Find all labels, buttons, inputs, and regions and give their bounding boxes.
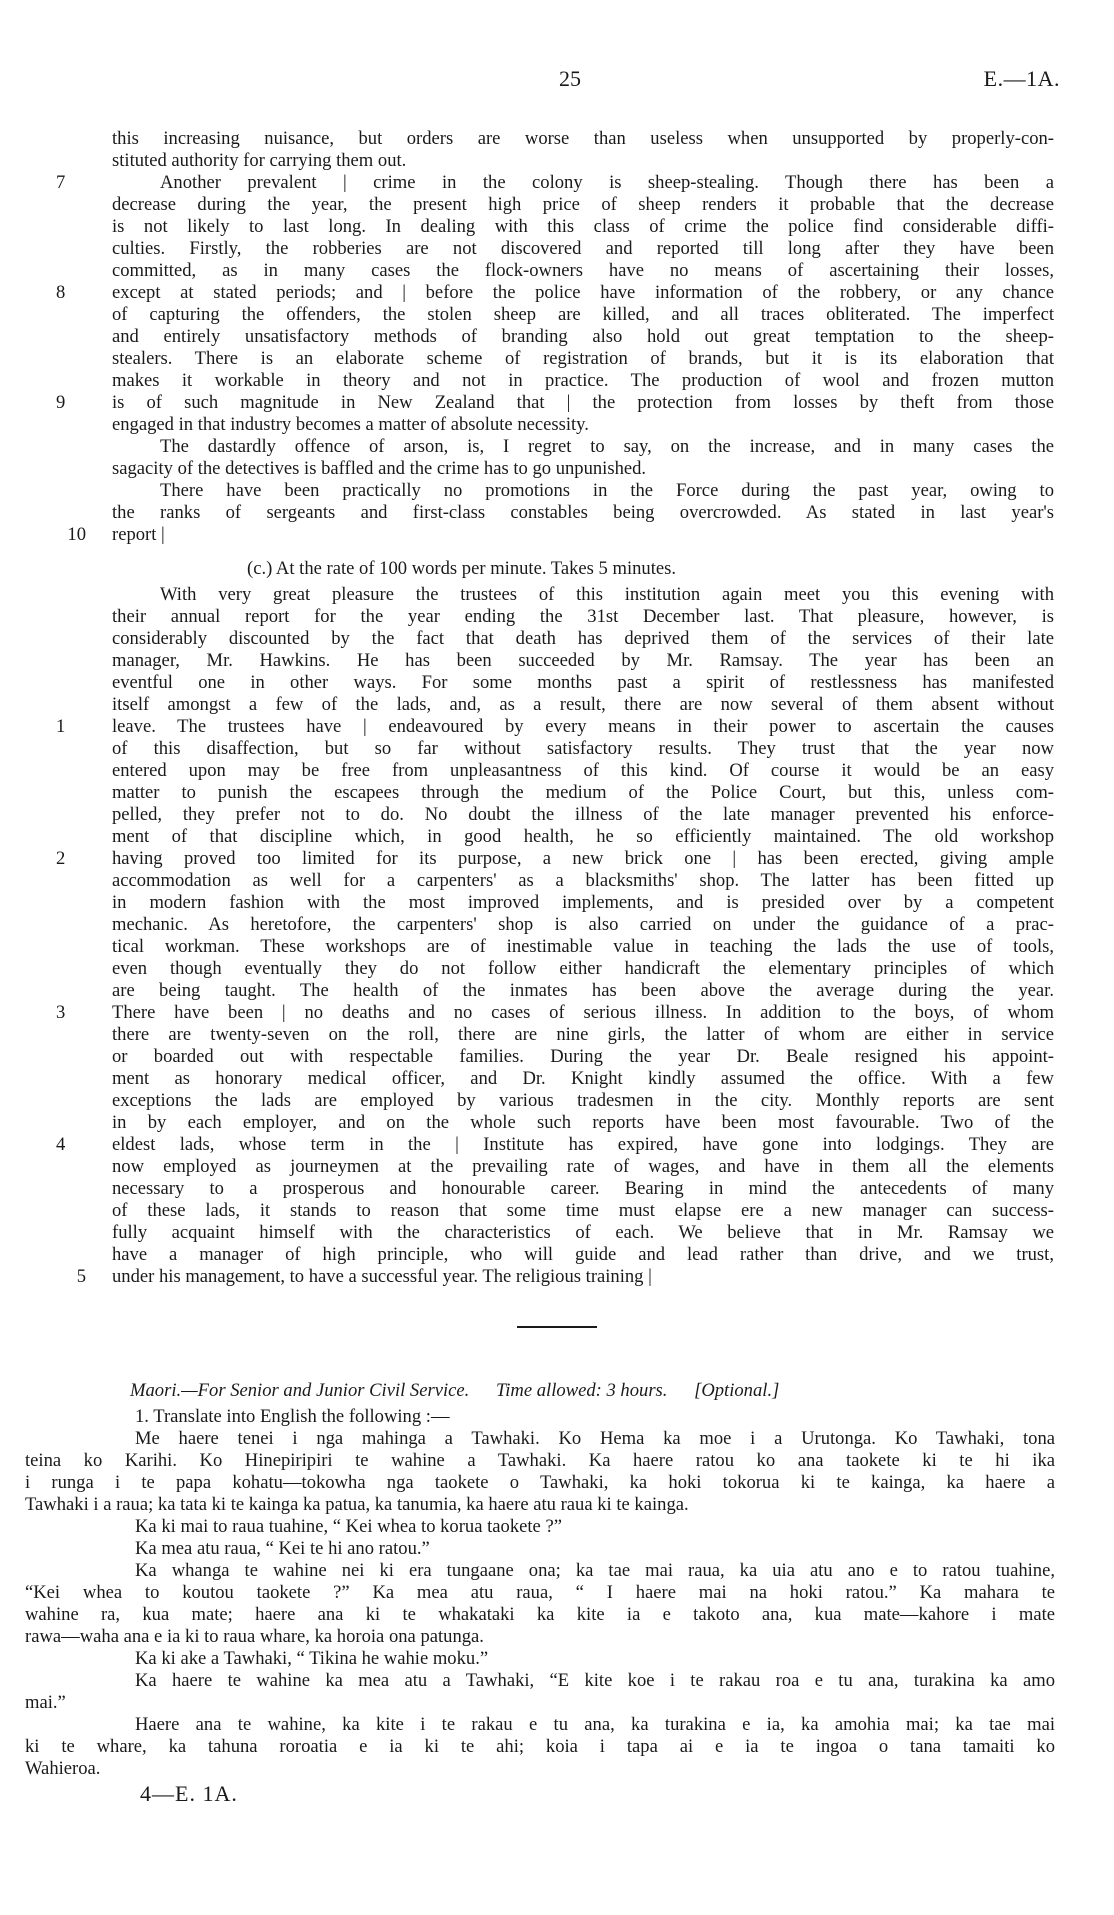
line-text: wahine ra, kua mate; haere ana ki te whakataki ka kite ia e takoto ana, kua mate—kahore i mate	[25, 1604, 1055, 1625]
text-line	[112, 1046, 1054, 1068]
text-line	[112, 782, 1054, 804]
line-marker-number: 2	[56, 848, 66, 869]
text-line	[67, 524, 1054, 546]
line-marker-number: 5	[76, 1266, 86, 1287]
line-text: sagacity of the detectives is baffled and the crime has to go unpunished.	[112, 458, 647, 479]
line-text: teina ko Karihi. Ko Hinepiripiri te wahine a Tawhaki. Ka haere ratou ko ana taokete ki te hi ika	[25, 1450, 1055, 1471]
text-line	[112, 584, 1054, 606]
text-line	[25, 1736, 1055, 1758]
text-line	[112, 260, 1054, 282]
line-marker-number: 8	[56, 282, 66, 303]
line-text: ment as honorary medical officer, and Dr. Knight kindly assumed the office. With a few	[112, 1068, 1054, 1089]
line-text: except at stated periods; and | before the police have information of the robbery, or any chance	[112, 282, 1054, 303]
text-line	[112, 870, 1054, 892]
line-text: Another prevalent | crime in the colony is sheep-stealing. Though there has been a	[160, 172, 1054, 193]
line-text: i runga i te papa kohatu—tokowha nga taokete o Tawhaki, ka hoki tokorua ki te kainga, ka haere a	[25, 1472, 1055, 1493]
text-line	[112, 1178, 1054, 1200]
line-marker-number: 4	[56, 1134, 66, 1155]
text-line	[112, 980, 1054, 1002]
text-line	[112, 1090, 1054, 1112]
line-text: leave. The trustees have | endeavoured by every means in their power to ascertain the causes	[112, 716, 1054, 737]
text-line	[112, 194, 1054, 216]
text-line	[112, 348, 1054, 370]
text-line	[112, 650, 1054, 672]
maori-text	[25, 1406, 1055, 1780]
line-text: 1. Translate into English the following :—	[135, 1406, 450, 1427]
line-text: there are twenty-seven on the roll, there are nine girls, the latter of whom are either in service	[112, 1024, 1054, 1045]
text-line	[25, 1516, 1055, 1538]
text-line	[112, 238, 1054, 260]
text-line	[25, 1494, 1055, 1516]
line-text: Ka haere te wahine ka mea atu a Tawhaki, “E kite koe i te rakau roa e tu ana, turakina ka amo	[135, 1670, 1055, 1691]
line-text: Ka mea atu raua, “ Kei te hi ano ratou.”	[135, 1538, 430, 1559]
maori-section	[25, 1380, 1055, 1805]
text-line	[112, 326, 1054, 348]
text-line	[25, 1560, 1055, 1582]
line-text: rawa—waha ana e ia ki to raua whare, ka horoia ona patunga.	[25, 1626, 484, 1647]
line-text: eldest lads, whose term in the | Institute has expired, have gone into lodgings. They are	[112, 1134, 1054, 1155]
maori-heading	[25, 1380, 1055, 1402]
text-line	[25, 1692, 1055, 1714]
line-text: manager, Mr. Hawkins. He has been succeeded by Mr. Ramsay. The year has been an	[112, 650, 1054, 671]
line-text: committed, as in many cases the flock-owners have no means of ascertaining their losses,	[112, 260, 1054, 281]
line-marker-number: 3	[56, 1002, 66, 1023]
line-text: mechanic. As heretofore, the carpenters' shop is also carried on under the guidance of a prac-	[112, 914, 1054, 935]
line-marker-number: 7	[56, 172, 66, 193]
text-line	[112, 436, 1054, 458]
text-line	[112, 1200, 1054, 1222]
line-text: of capturing the offenders, the stolen sheep are killed, and all traces obliterated. The imperfect	[112, 304, 1054, 325]
line-text: ki te whare, ka tahuna roroatia e ia ki te ahi; koia i tapa ai e ia te ingoa o tana tamaiti ko	[25, 1736, 1055, 1757]
line-text: engaged in that industry becomes a matter of absolute necessity.	[112, 414, 589, 435]
line-text: report |	[112, 524, 165, 545]
text-line	[25, 1472, 1055, 1494]
line-text: even though eventually they do not follow either handicraft the elementary principles of which	[112, 958, 1054, 979]
text-line	[112, 892, 1054, 914]
line-text: makes it workable in theory and not in practice. The production of wool and frozen mutton	[112, 370, 1054, 391]
text-line	[112, 606, 1054, 628]
section-c-text	[56, 584, 1054, 1288]
section-c-heading: (c.) At the rate of 100 words per minute. Takes 5 minutes.	[247, 558, 677, 579]
line-text: ment of that discipline which, in good health, he so efficiently maintained. The old workshop	[112, 826, 1054, 847]
text-line	[25, 1758, 1055, 1780]
line-text: There have been | no deaths and no cases of serious illness. In addition to the boys, of whom	[112, 1002, 1054, 1023]
text-line	[25, 1538, 1055, 1560]
text-line	[56, 716, 1054, 738]
document-code: E.—1A.	[983, 66, 1060, 91]
line-text: There have been practically no promotions in the Force during the past year, owing to	[160, 480, 1054, 501]
line-text: eventful one in other ways. For some months past a spirit of restlessness has manifested	[112, 672, 1054, 693]
text-line	[56, 172, 1054, 194]
text-line	[25, 1406, 1055, 1428]
text-line	[112, 738, 1054, 760]
text-line	[56, 1134, 1054, 1156]
text-line	[112, 1112, 1054, 1134]
text-line	[25, 1604, 1055, 1626]
text-line	[56, 1002, 1054, 1024]
line-text: their annual report for the year ending the 31st December last. That pleasure, however, is	[112, 606, 1054, 627]
line-text: Ka ki mai to raua tuahine, “ Kei whea to korua taokete ?”	[135, 1516, 562, 1537]
line-text: Me haere tenei i nga mahinga a Tawhaki. Ko Hema ka moe i a Urutonga. Ko Tawhaki, tona	[135, 1428, 1055, 1449]
line-text: or boarded out with respectable families. During the year Dr. Beale resigned his appoint-	[112, 1046, 1054, 1067]
text-line	[112, 1156, 1054, 1178]
text-line	[25, 1626, 1055, 1648]
text-line	[112, 914, 1054, 936]
maori-time: Time allowed: 3 hours.	[495, 1380, 668, 1401]
text-line	[112, 458, 1054, 480]
line-text: stituted authority for carrying them out.	[112, 150, 407, 171]
line-text: Ka whanga te wahine nei ki era tungaane ona; ka tae mai raua, ka uia atu ano e to ratou tuahine,	[135, 1560, 1055, 1581]
line-marker-number: 10	[67, 524, 86, 545]
line-text: in modern fashion with the most improved implements, and is presided over by a competent	[112, 892, 1054, 913]
section-divider	[517, 1326, 597, 1328]
line-text: is not likely to last long. In dealing with this class of crime the police find considerable diffi-	[112, 216, 1054, 237]
line-text: fully acquaint himself with the characteristics of each. We believe that in Mr. Ramsay we	[112, 1222, 1054, 1243]
line-text: itself amongst a few of the lads, and, as a result, there are now several of them absent without	[112, 694, 1054, 715]
line-text: considerably discounted by the fact that death has deprived them of the services of their late	[112, 628, 1054, 649]
text-line	[56, 282, 1054, 304]
text-line	[25, 1582, 1055, 1604]
line-text: now employed as journeymen at the prevailing rate of wages, and have in them all the elements	[112, 1156, 1054, 1177]
text-line	[56, 392, 1054, 414]
text-line	[112, 480, 1054, 502]
line-text: decrease during the year, the present high price of sheep renders it probable that the decrease	[112, 194, 1054, 215]
text-line	[112, 694, 1054, 716]
text-line	[112, 414, 1054, 436]
maori-title: Maori.—For Senior and Junior Civil Service.	[130, 1380, 470, 1401]
line-text: culties. Firstly, the robberies are not discovered and reported till long after they have been	[112, 238, 1054, 259]
line-text: Ka ki ake a Tawhaki, “ Tikina he wahie moku.”	[135, 1648, 489, 1669]
line-text: “Kei whea to koutou taokete ?” Ka mea atu raua, “ I haere mai na hoki ratou.” Ka mahara te	[25, 1582, 1055, 1603]
line-marker-number: 1	[56, 716, 66, 737]
line-text: stealers. There is an elaborate scheme of registration of brands, but it is its elaboration that	[112, 348, 1054, 369]
text-line	[25, 1670, 1055, 1692]
text-line	[112, 150, 1054, 172]
signature-mark: 4—E. 1A.	[140, 1781, 238, 1806]
line-text: With very great pleasure the trustees of this institution again meet you this evening with	[160, 584, 1054, 605]
text-line	[112, 502, 1054, 524]
line-text: tical workman. These workshops are of inestimable value in teaching the lads the use of tools,	[112, 936, 1054, 957]
section-b-text	[56, 128, 1054, 546]
text-line	[25, 1428, 1055, 1450]
line-text: Wahieroa.	[25, 1758, 101, 1779]
line-marker-number: 9	[56, 392, 66, 413]
line-text: accommodation as well for a carpenters' as a blacksmiths' shop. The latter has been fitted up	[112, 870, 1054, 891]
text-line	[112, 216, 1054, 238]
line-text: having proved too limited for its purpose, a new brick one | has been erected, giving ample	[112, 848, 1054, 869]
line-text: under his management, to have a successful year. The religious training |	[112, 1266, 652, 1287]
line-text: pelled, they prefer not to do. No doubt the illness of the late manager prevented his enforce-	[112, 804, 1054, 825]
line-text: is of such magnitude in New Zealand that | the protection from losses by theft from those	[112, 392, 1054, 413]
text-line	[112, 804, 1054, 826]
line-text: are being taught. The health of the inmates has been above the average during the year.	[112, 980, 1054, 1001]
text-line	[112, 958, 1054, 980]
text-line	[112, 760, 1054, 782]
page-number: 25	[559, 66, 581, 91]
line-text: in by each employer, and on the whole such reports have been most favourable. Two of the	[112, 1112, 1054, 1133]
text-line	[112, 826, 1054, 848]
line-text: necessary to a prosperous and honourable career. Bearing in mind the antecedents of many	[112, 1178, 1054, 1199]
line-text: of these lads, it stands to reason that some time must elapse ere a new manager can success-	[112, 1200, 1054, 1221]
line-text: entered upon may be free from unpleasantness of this kind. Of course it would be an easy	[112, 760, 1054, 781]
main-text	[56, 128, 1054, 1288]
text-line	[112, 1222, 1054, 1244]
line-text: have a manager of high principle, who will guide and lead rather than drive, and we trust,	[112, 1244, 1054, 1265]
text-line	[25, 1648, 1055, 1670]
text-line	[25, 1450, 1055, 1472]
line-text: The dastardly offence of arson, is, I regret to say, on the increase, and in many cases the	[160, 436, 1054, 457]
text-line	[76, 1266, 1054, 1288]
line-text: of this disaffection, but so far without satisfactory results. They trust that the year now	[112, 738, 1054, 759]
line-text: Haere ana te wahine, ka kite i te rakau e tu ana, ka turakina e ia, ka amohia mai; ka tae mai	[135, 1714, 1055, 1735]
line-text: exceptions the lads are employed by various tradesmen in the city. Monthly reports are sent	[112, 1090, 1054, 1111]
text-line	[112, 128, 1054, 150]
line-text: the ranks of sergeants and first-class constables being overcrowded. As stated in last year's	[112, 502, 1054, 523]
text-line	[112, 672, 1054, 694]
text-line	[112, 370, 1054, 392]
text-line	[112, 1024, 1054, 1046]
line-text: and entirely unsatisfactory methods of branding also hold out great temptation to the sheep-	[112, 326, 1054, 347]
text-line	[112, 628, 1054, 650]
text-line	[112, 304, 1054, 326]
text-line	[112, 1068, 1054, 1090]
line-text: this increasing nuisance, but orders are worse than useless when unsupported by properly-con-	[112, 128, 1054, 149]
text-line	[56, 848, 1054, 870]
text-line	[112, 1244, 1054, 1266]
text-line	[112, 936, 1054, 958]
maori-optional: [Optional.]	[694, 1380, 780, 1401]
line-text: mai.”	[25, 1692, 66, 1713]
line-text: Tawhaki i a raua; ka tata ki te kainga ka patua, ka tanumia, ka haere atu raua ki te kainga.	[25, 1494, 689, 1515]
text-line	[25, 1714, 1055, 1736]
line-text: matter to punish the escapees through the medium of the Police Court, but this, unless com-	[112, 782, 1054, 803]
